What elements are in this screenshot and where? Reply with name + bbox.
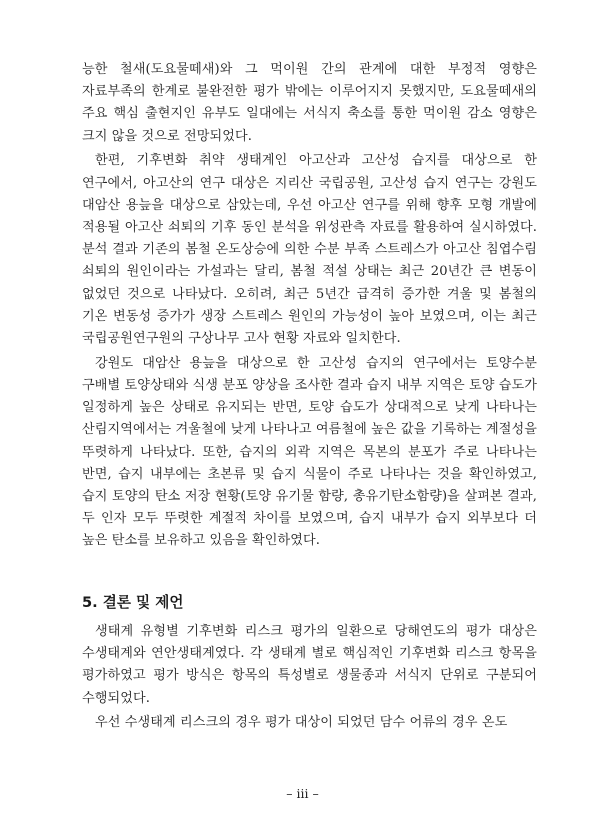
page-number: – iii –	[286, 786, 319, 801]
section-heading-conclusion: 5. 결론 및 제언	[82, 594, 184, 611]
paragraph-conclusion-aquatic: 우선 수생태계 리스크의 경우 평가 대상이 되었던 담수 어류의 경우 온도	[95, 715, 508, 731]
body-text-conclusion	[82, 621, 537, 735]
paragraph-continuation: 능한 철새(도요물떼새)와 그 먹이원 간의 관계에 대한 부정적 영향은 자료부족의 한계로 불완전한 평가 밖에는 이루어지지 못했지만, 도요물떼새의 주요 핵심 출현지인 유부도 일대에는 서식지 축소를 통한 먹이원 감소 영향은 크지 않을 것으로 전망되었다.	[82, 62, 537, 144]
body-text-upper	[82, 59, 537, 553]
paragraph-subalpine-study: 한편, 기후변화 취약 생태계인 아고산과 고산성 습지를 대상으로 한 연구에서, 아고산의 연구 대상은 지리산 국립공원, 고산성 습지 연구는 강원도 대암산 용늪을 대상으로 삼았는데, 우선 아고산 연구를 위해 향후 모형 개발에 적용될 아고산 쇠퇴의 기후 동인 분석을 위성관측 자료를 활용하여 실시하였다. 분석 결과 기존의 봄철 온도상승에 의한 수분 부족 스트레스가 아고산 침엽수림 쇠퇴의 원인이라는 가설과는 달리, 봄철 적설 상태는 최근 20년간 큰 변동이 없었던 것으로 나타났다. 오히려, 최근 5년간 급격히 증가한 겨울 및 봄철의 기온 변동성 증가가 생장 스트레스 원인의 가능성이 높아 보였으며, 이는 최근 국립공원연구원의 구상나무 고사 현황 자료와 일치한다.	[82, 153, 537, 347]
paragraph-wetland-study: 강원도 대암산 용늪을 대상으로 한 고산성 습지의 연구에서는 토양수분 구배별 토양상태와 식생 분포 양상을 조사한 결과 습지 내부 지역은 토양 습도가 일정하게 높은 상태로 유지되는 반면, 토양 습도가 상대적으로 낮게 나타나는 산림지역에서는 겨울철에 낮게 나타나고 여름철에 높은 값을 기록하는 계절성을 뚜렷하게 나타났다. 또한, 습지의 외곽 지역은 목본의 분포가 주로 나타나는 반면, 습지 내부에는 초본류 및 습지 식물이 주로 나타나는 것을 확인하였고, 습지 토양의 탄소 저장 현황(토양 유기물 함량, 총유기탄소함량)을 살펴본 결과, 두 인자 모두 뚜렷한 계절적 차이를 보였으며, 습지 내부가 습지 외부보다 더 높은 탄소를 보유하고 있음을 확인하였다.	[82, 355, 537, 549]
paragraph-conclusion-intro: 생태계 유형별 기후변화 리스크 평가의 일환으로 당해연도의 평가 대상은 수생태계와 연안생태계였다. 각 생태계 별로 핵심적인 기후변화 리스크 항목을 평가하였고 평가 방식은 항목의 특성별로 생물종과 서식지 단위로 구분되어 수행되었다.	[82, 624, 537, 706]
